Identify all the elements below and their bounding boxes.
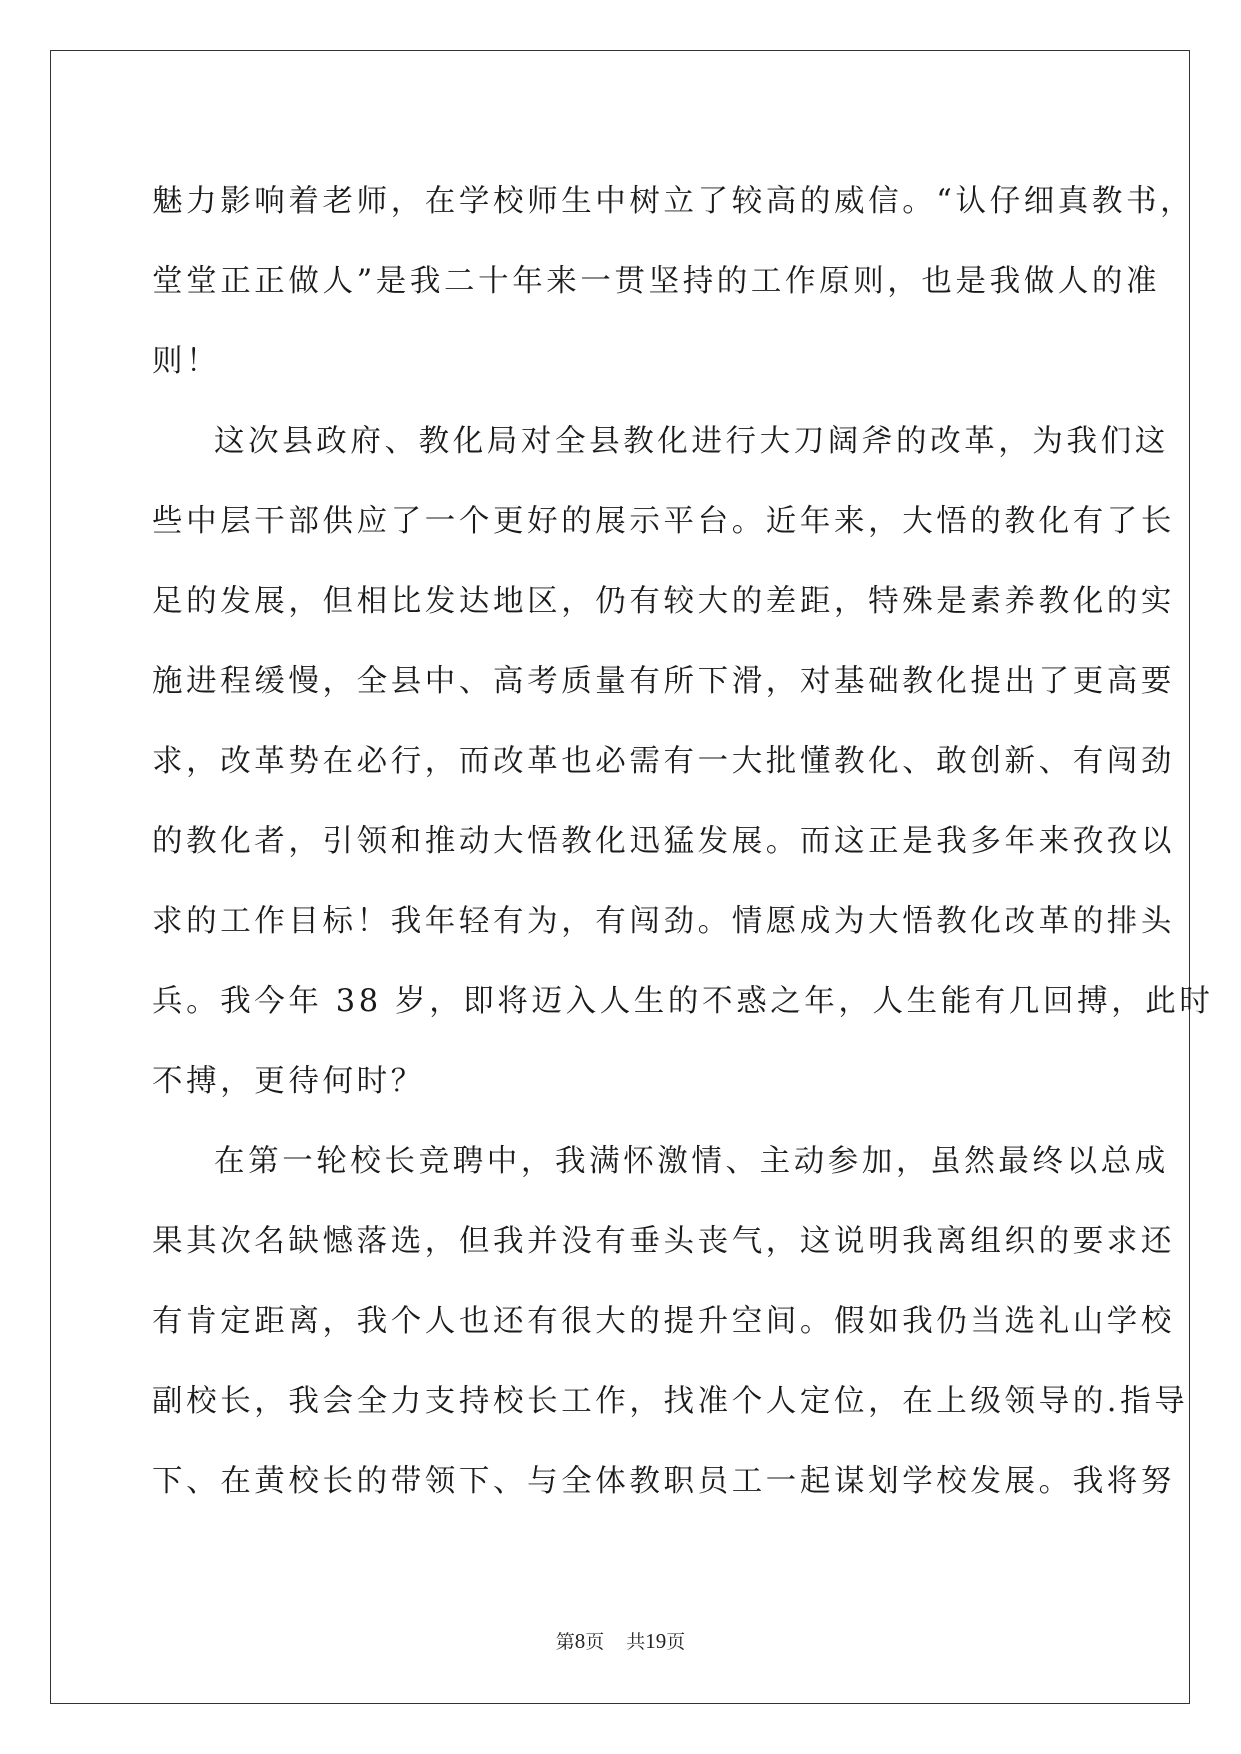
- text-line: 下、在黄校长的带领下、与全体教职员工一起谋划学校发展。我将努: [152, 1464, 1175, 1499]
- text-line: 不搏，更待何时？: [152, 1064, 425, 1099]
- text-line: 有肯定距离，我个人也还有很大的提升空间。假如我仍当选礼山学校: [152, 1304, 1175, 1339]
- text-line: 果其次名缺憾落选，但我并没有垂头丧气，这说明我离组织的要求还: [152, 1224, 1175, 1259]
- text-line: 兵。我今年 38 岁，即将迈入人生的不惑之年，人生能有几回搏，此时: [152, 984, 1214, 1019]
- text-line: 足的发展，但相比发达地区，仍有较大的差距，特殊是素养教化的实: [152, 584, 1175, 619]
- text-line: 求的工作目标！我年轻有为，有闯劲。情愿成为大悟教化改革的排头: [152, 904, 1175, 939]
- text-line: 这次县政府、教化局对全县教化进行大刀阔斧的改革，为我们这: [214, 424, 1169, 459]
- footer-total-suffix: 页: [666, 1631, 686, 1653]
- total-page-count: 19: [645, 1629, 667, 1653]
- text-line: 魅力影响着老师，在学校师生中树立了较高的威信。“认仔细真教书，: [152, 184, 1195, 219]
- text-line: 则！: [152, 344, 221, 379]
- footer-total-prefix: 共: [626, 1631, 646, 1653]
- page-footer: [0, 1627, 1241, 1654]
- footer-prefix: 第: [555, 1631, 575, 1653]
- current-page-number: 8: [574, 1629, 586, 1653]
- footer-page-suffix: 页: [585, 1631, 605, 1653]
- text-line: 在第一轮校长竞聘中，我满怀激情、主动参加，虽然最终以总成: [214, 1144, 1169, 1179]
- text-line: 些中层干部供应了一个更好的展示平台。近年来，大悟的教化有了长: [152, 504, 1175, 539]
- text-line: 施进程缓慢，全县中、高考质量有所下滑，对基础教化提出了更高要: [152, 664, 1175, 699]
- document-body: [152, 162, 1214, 1522]
- text-line: 求，改革势在必行，而改革也必需有一大批懂教化、敢创新、有闯劲: [152, 744, 1175, 779]
- text-line: 的教化者，引领和推动大悟教化迅猛发展。而这正是我多年来孜孜以: [152, 824, 1175, 859]
- text-line: 堂堂正正做人”是我二十年来一贯坚持的工作原则，也是我做人的准: [152, 264, 1161, 299]
- text-line: 副校长，我会全力支持校长工作，找准个人定位，在上级领导的.指导: [152, 1384, 1189, 1419]
